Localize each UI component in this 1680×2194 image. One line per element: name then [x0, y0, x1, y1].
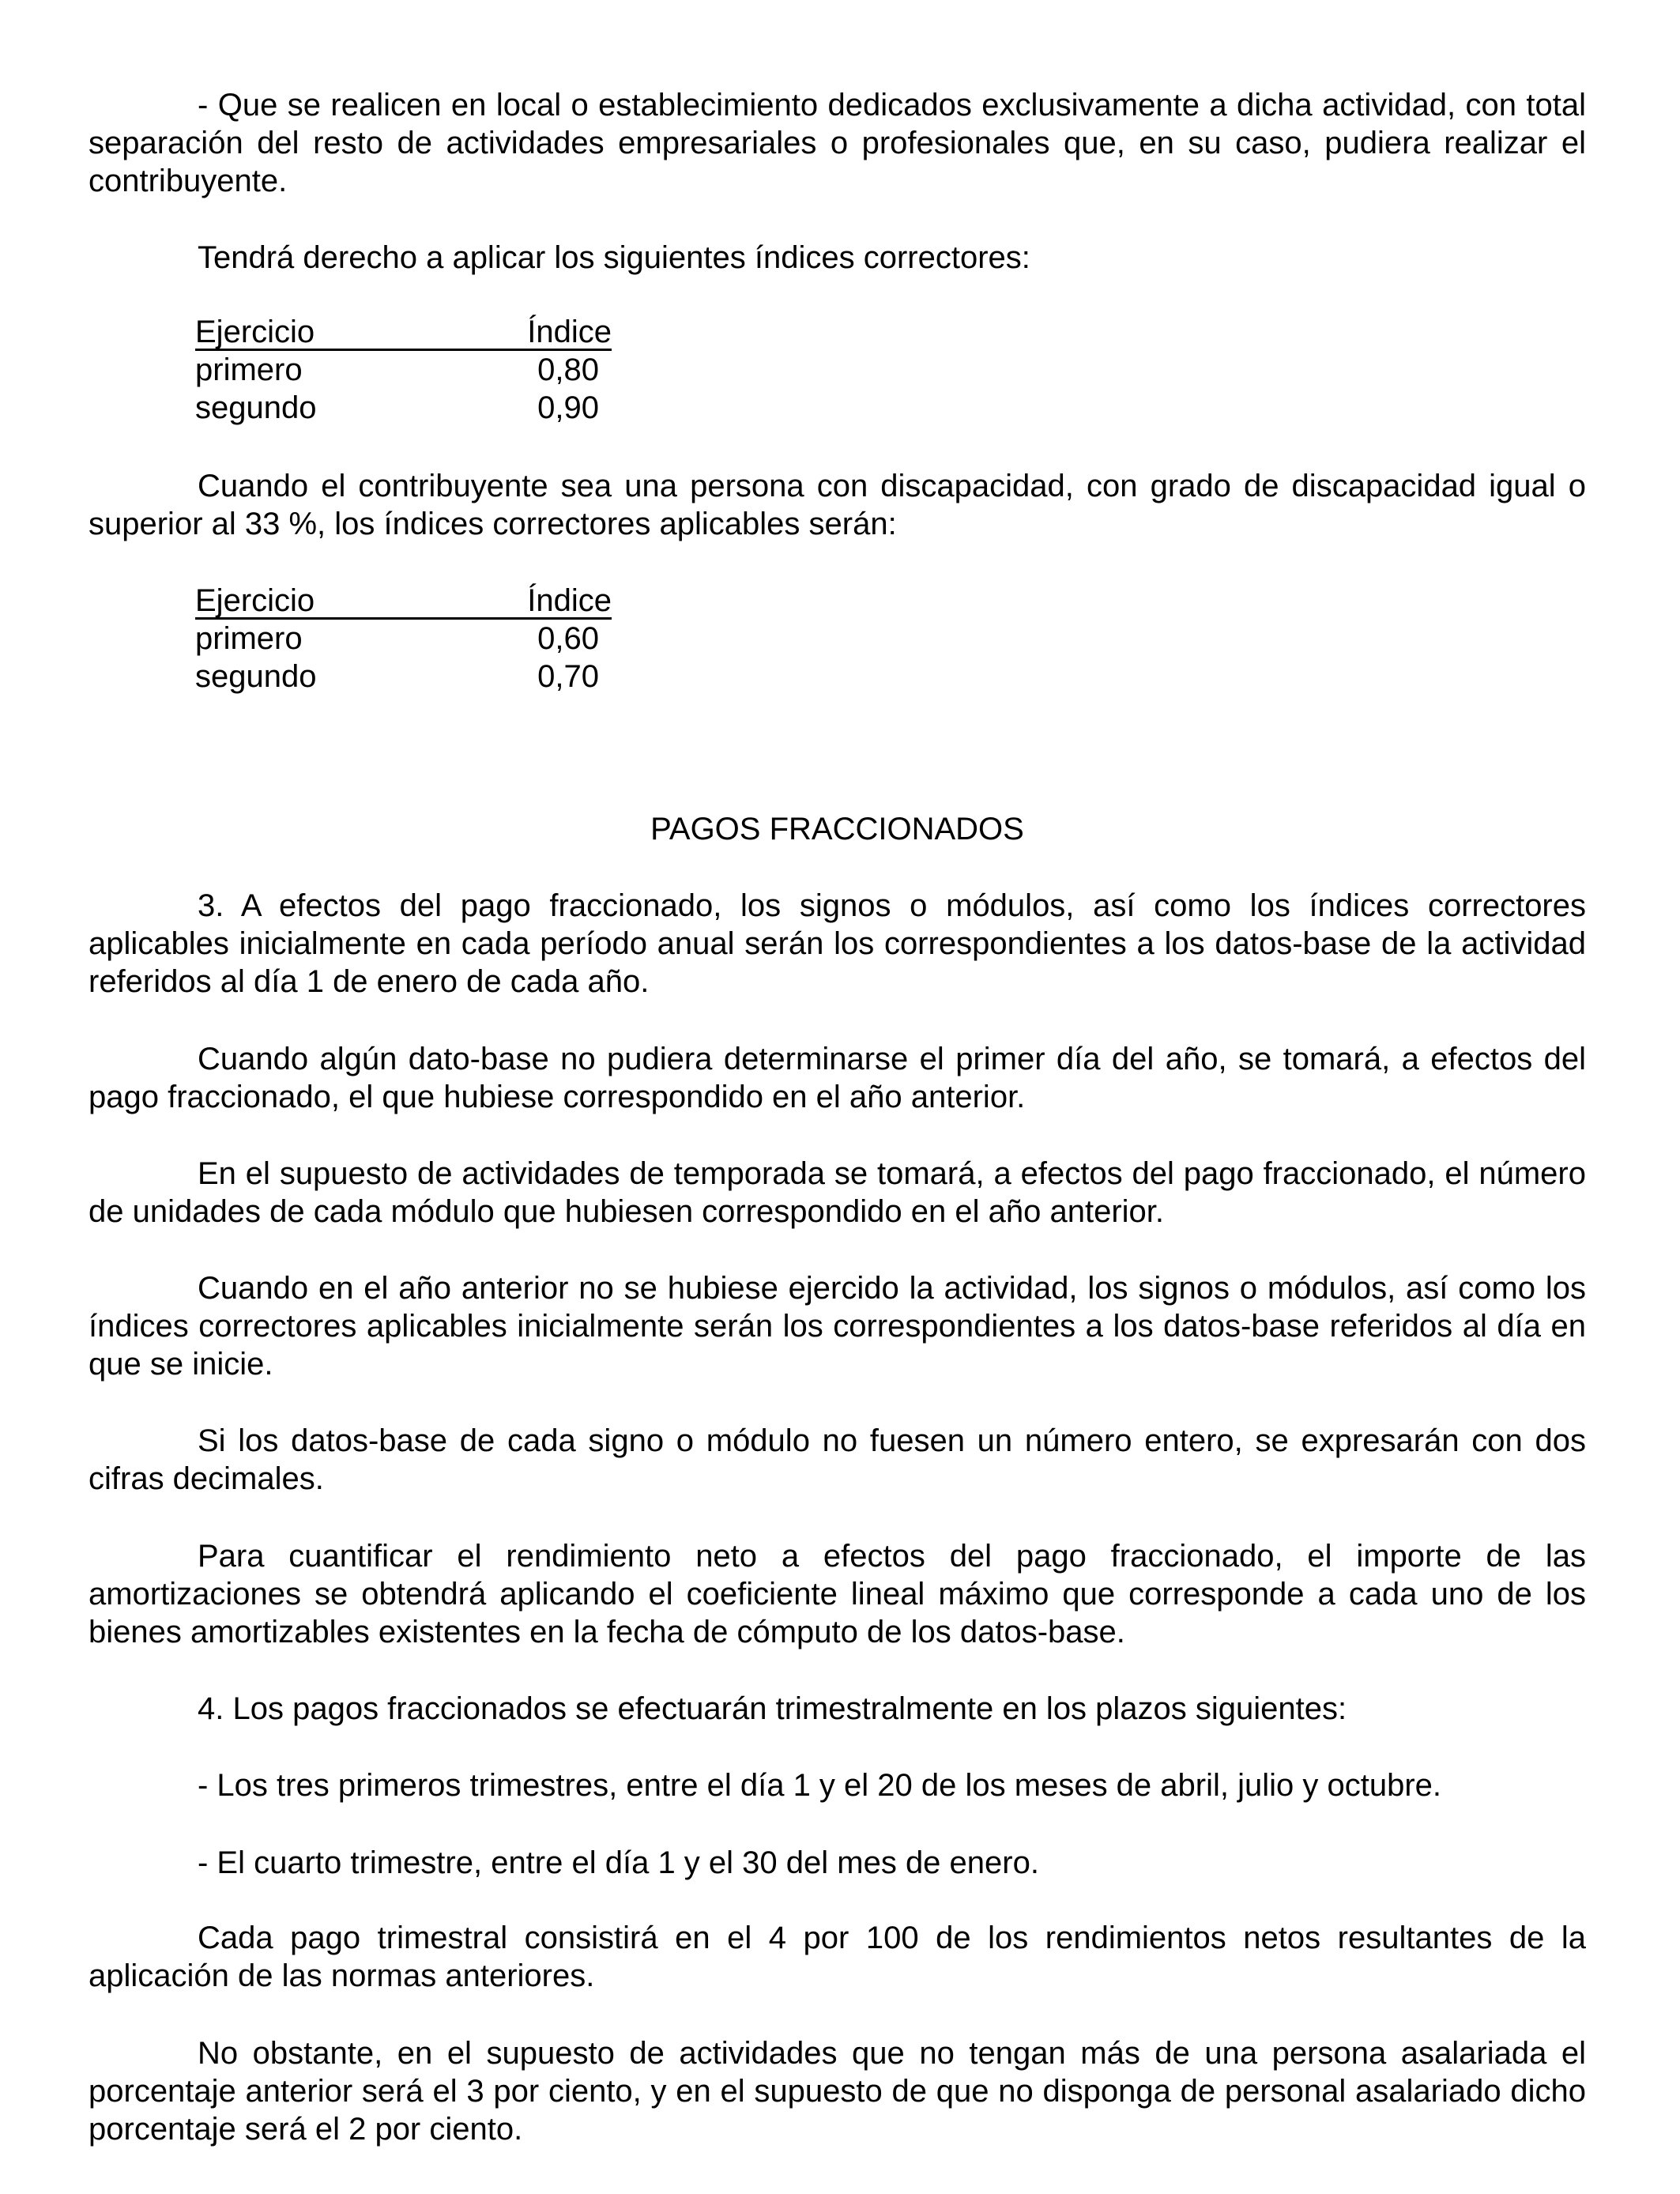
- cell-ejercicio: primero: [195, 621, 303, 656]
- paragraph-text: - El cuarto trimestre, entre el día 1 y el 30 del mes de enero.: [198, 1845, 1039, 1880]
- paragraph-text: 4. Los pagos fraccionados se efectuarán trimestralmente en los plazos siguientes:: [198, 1691, 1347, 1726]
- cell-indice: 0,60: [537, 621, 599, 656]
- paragraph-text: En el supuesto de actividades de temporada se tomará, a efectos del pago fraccionado, el número de unidades de cada módulo que hubiesen correspondido en el año anterior.: [89, 1156, 1586, 1229]
- paragraph: [89, 1690, 1586, 1728]
- paragraph: [89, 887, 1586, 1001]
- cell-indice: 0,80: [537, 352, 599, 387]
- paragraph: [89, 1844, 1586, 1882]
- table-row: [195, 389, 612, 427]
- paragraph-text: Para cuantificar el rendimiento neto a efectos del pago fraccionado, el importe de las amortizaciones se obtendrá aplicando el coeficiente lineal máximo que corresponde a cada uno de los bienes amortizables existentes en la fecha de cómputo de los datos-base.: [89, 1539, 1586, 1649]
- cell-ejercicio: primero: [195, 352, 303, 387]
- table-row: [195, 620, 612, 658]
- paragraph: [89, 467, 1586, 543]
- paragraph-text: Tendrá derecho a aplicar los siguientes índices correctores:: [198, 240, 1030, 275]
- cell-indice: 0,90: [537, 390, 599, 425]
- paragraph: [89, 1269, 1586, 1383]
- cell-ejercicio: segundo: [195, 659, 317, 694]
- section-heading: PAGOS FRACCIONADOS: [650, 812, 1024, 846]
- header-ejercicio: Ejercicio: [195, 583, 315, 618]
- paragraph: [89, 2034, 1586, 2148]
- paragraph-text: Cuando el contribuyente sea una persona con discapacidad, con grado de discapacidad igual o superior al 33 %, los índices correctores aplicables serán:: [89, 469, 1586, 541]
- paragraph: [89, 1919, 1586, 1995]
- header-indice: Índice: [527, 583, 612, 618]
- paragraph-text: No obstante, en el supuesto de actividades que no tengan más de una persona asalariada el porcentaje anterior será el 3 por ciento, y en el supuesto de que no disponga de personal asalariado dicho porcentaje será el 2 por ciento.: [89, 2036, 1586, 2147]
- paragraph-text: Cuando en el año anterior no se hubiese ejercido la actividad, los signos o módulos, así como los índices correctores aplicables inicialmente serán los correspondientes a los datos-base referidos al día en que se inicie.: [89, 1271, 1586, 1382]
- paragraph: [89, 86, 1586, 200]
- header-indice: Índice: [527, 315, 612, 349]
- paragraph-text: Cada pago trimestral consistirá en el 4 por 100 de los rendimientos netos resultantes de la aplicación de las normas anteriores.: [89, 1921, 1586, 1993]
- table-row: [195, 658, 612, 696]
- table-row: [195, 351, 612, 389]
- paragraph: [89, 1040, 1586, 1116]
- paragraph: [89, 1766, 1586, 1804]
- paragraph-text: - Que se realicen en local o establecimiento dedicados exclusivamente a dicha actividad, con total separación del resto de actividades empresariales o profesionales que, en su caso, pudiera realizar el contribuyente.: [89, 88, 1586, 198]
- paragraph: [89, 1155, 1586, 1231]
- paragraph-text: Cuando algún dato-base no pudiera determinarse el primer día del año, se tomará, a efectos del pago fraccionado, el que hubiese correspondido en el año anterior.: [89, 1042, 1586, 1114]
- paragraph: [89, 239, 1586, 277]
- index-table-1: [195, 313, 612, 427]
- paragraph-text: - Los tres primeros trimestres, entre el día 1 y el 20 de los meses de abril, julio y octubre.: [198, 1768, 1442, 1803]
- paragraph: [89, 1537, 1586, 1651]
- paragraph-text: 3. A efectos del pago fraccionado, los signos o módulos, así como los índices correctores aplicables inicialmente en cada período anual serán los correspondientes a los datos-base de la actividad referidos al día 1 de enero de cada año.: [89, 888, 1586, 999]
- table-header: [195, 582, 612, 620]
- header-ejercicio: Ejercicio: [195, 315, 315, 349]
- index-table-2: [195, 582, 612, 696]
- cell-indice: 0,70: [537, 659, 599, 694]
- table-header: [195, 313, 612, 351]
- paragraph: [89, 1422, 1586, 1498]
- cell-ejercicio: segundo: [195, 390, 317, 425]
- paragraph-text: Si los datos-base de cada signo o módulo no fuesen un número entero, se expresarán con dos cifras decimales.: [89, 1423, 1586, 1496]
